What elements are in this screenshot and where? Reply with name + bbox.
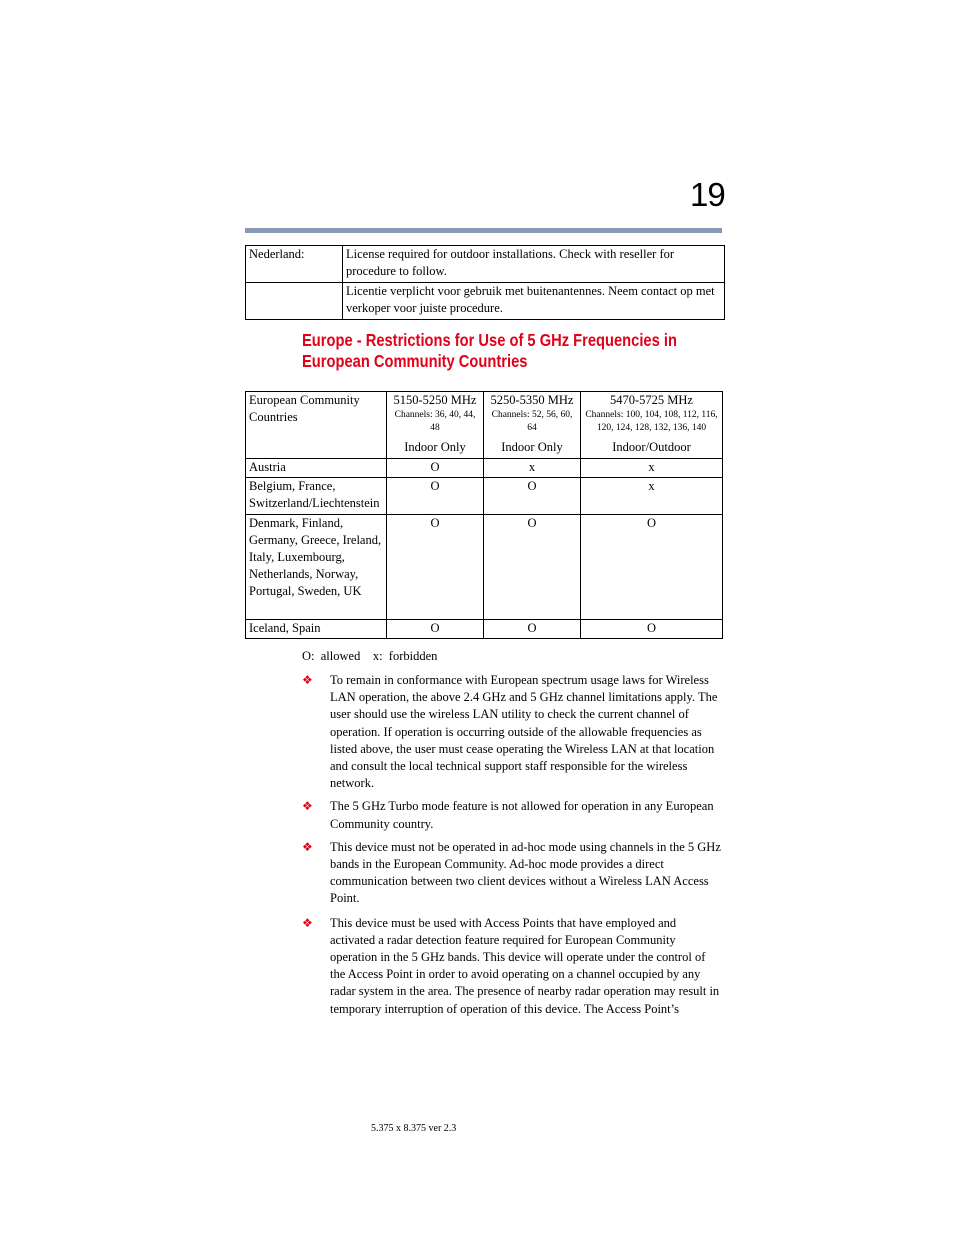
band-value-cell: O <box>387 478 484 515</box>
section-title <box>302 330 722 372</box>
band-value-cell: O <box>387 459 484 478</box>
diamond-bullet-icon: ❖ <box>302 799 313 814</box>
diamond-bullet-icon: ❖ <box>302 673 313 687</box>
bullet-text: The 5 GHz Turbo mode feature is not allowed for operation in any European Community country. <box>330 799 714 831</box>
band-value-cell: O <box>581 620 723 639</box>
section-title-line1: Europe - Restrictions for Use of 5 GHz Frequencies in <box>302 330 677 350</box>
bullet-text: To remain in conformance with European spectrum usage laws for Wireless LAN operation, the above 2.4 GHz and 5 GHz channel limitations apply. The user should use the wireless LAN utility to check the current channel of operation. If operation is occurring outside of the allowable frequencies as listed above, the user must cease operating the Wireless LAN at that location and consult the local technical support staff responsible for the wireless network. <box>330 673 718 791</box>
list-item <box>302 798 722 832</box>
list-item <box>302 915 722 1018</box>
nederland-table <box>245 245 725 320</box>
band-value-cell: x <box>484 459 581 478</box>
list-item <box>302 672 722 792</box>
band-value-cell: O <box>484 515 581 620</box>
band-freq: 5150-5250 MHz <box>393 393 477 407</box>
table-row <box>246 283 725 320</box>
band-use: Indoor/Outdoor <box>612 440 691 454</box>
page-footer: 5.375 x 8.375 ver 2.3 <box>371 1123 457 1134</box>
section-title-line2: European Community Countries <box>302 351 528 371</box>
band-value-cell: O <box>484 620 581 639</box>
band-use: Indoor Only <box>404 440 466 454</box>
page-number: 19 <box>690 176 725 213</box>
bullet-text: This device must not be operated in ad-hoc mode using channels in the 5 GHz bands in the European Community. Ad-hoc mode provides a direct communication between two client devices without a Wireless LAN Access Point. <box>330 839 721 906</box>
table-legend: O: allowed x: forbidden <box>302 649 438 663</box>
band-value-cell: x <box>581 478 723 515</box>
band-channels: Channels: 52, 56, 60, 64 <box>491 410 573 433</box>
country-cell: Nederland: <box>246 246 343 283</box>
license-text-cell: License required for outdoor installations. Check with reseller for procedure to follow. <box>343 246 725 283</box>
band-value-cell: O <box>387 620 484 639</box>
header-rule <box>245 228 722 233</box>
band-use: Indoor Only <box>501 440 563 454</box>
country-cell <box>246 283 343 320</box>
diamond-bullet-icon: ❖ <box>302 915 313 930</box>
band-channels: Channels: 100, 104, 108, 112, 116, 120, 124, 128, 132, 136, 140 <box>585 410 718 433</box>
table-row <box>246 246 725 283</box>
table-row <box>246 620 723 639</box>
band-channels: Channels: 36, 40, 44, 48 <box>394 410 476 433</box>
band-header-1 <box>387 392 484 459</box>
countries-cell: Iceland, Spain <box>246 620 387 639</box>
list-item <box>302 839 722 908</box>
eu-frequency-table <box>245 391 723 639</box>
band-value-cell: x <box>581 459 723 478</box>
table-row <box>246 478 723 515</box>
bullet-text: This device must be used with Access Points that have employed and activated a radar detection feature required for European Community operation in the 5 GHz bands. This device will operate under the control of the Access Point in order to avoid operating on a channel occupied by any radar system in the area. The presence of nearby radar operation may result in temporary interruption of operation of this device. The Access Point’s <box>330 915 720 1016</box>
license-text-cell: Licentie verplicht voor gebruik met buitenantennes. Neem contact op met verkoper voor juiste procedure. <box>343 283 725 320</box>
table-header-row <box>246 392 723 459</box>
table-row <box>246 515 723 620</box>
band-value-cell: O <box>387 515 484 620</box>
diamond-bullet-icon: ❖ <box>302 839 313 854</box>
countries-header: European Community Countries <box>246 392 387 459</box>
bullet-list <box>302 672 722 1018</box>
band-freq: 5250-5350 MHz <box>490 393 574 407</box>
countries-cell: Denmark, Finland, Germany, Greece, Ireland, Italy, Luxembourg, Netherlands, Norway, Portugal, Sweden, UK <box>246 515 387 620</box>
table-row <box>246 459 723 478</box>
band-header-3 <box>581 392 723 459</box>
band-value-cell: O <box>581 515 723 620</box>
countries-cell: Belgium, France, Switzerland/Liechtenstein <box>246 478 387 515</box>
countries-cell: Austria <box>246 459 387 478</box>
band-header-2 <box>484 392 581 459</box>
band-freq: 5470-5725 MHz <box>610 393 693 407</box>
band-value-cell: O <box>484 478 581 515</box>
